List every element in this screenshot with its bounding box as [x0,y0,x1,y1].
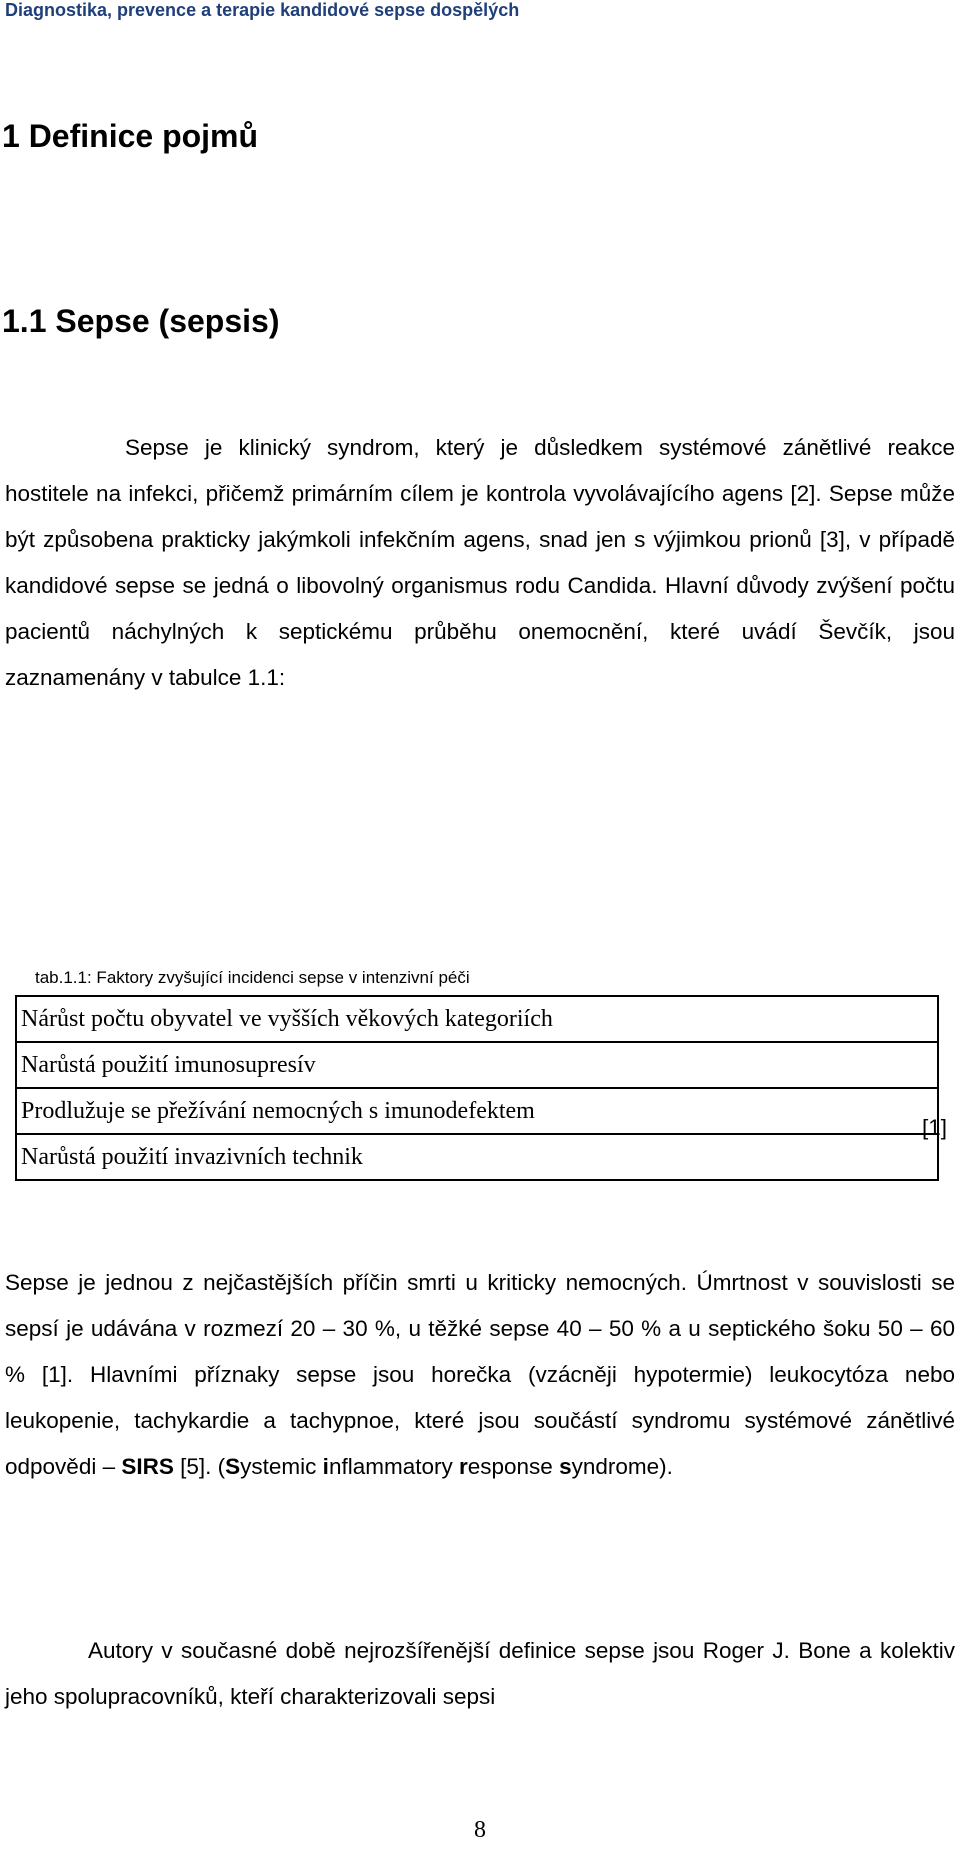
table-cell: Prodlužuje se přežívání nemocných s imunodefektem [16,1088,938,1134]
paragraph-definition-authors: Autory v současné době nejrozšířenější definice sepse jsou Roger J. Bone a kolektiv jeho spolupracovníků, kteří charakterizovali sepsi [5,1638,955,1709]
sirs-abbreviation: SIRS [121,1454,174,1479]
running-header: Diagnostika, prevence a terapie kandidové sepse dospělých [5,0,520,20]
table-cell: Nárůst počtu obyvatel ve vyšších věkových kategoriích [16,996,938,1042]
page-number: 8 [474,1817,486,1843]
acronym-word-response: esponse [467,1454,560,1479]
acronym-letter-s: S [225,1454,241,1479]
table-row [16,996,938,1042]
table-row [16,1134,938,1180]
section-heading: 1.1 Sepse (sepsis) [2,303,280,339]
table-row [16,1088,938,1134]
acronym-letter-i: i [322,1454,329,1479]
table-row [16,1042,938,1088]
acronym-letter-r: r [458,1454,468,1479]
table-citation: [1] [921,1115,947,1140]
factors-table [15,995,939,1181]
chapter-heading: 1 Definice pojmů [2,118,259,154]
acronym-letter-s2: s [559,1454,572,1479]
mortality-text: Sepse je jednou z nejčastějších příčin smrti u kriticky nemocných. Úmrtnost v souvislosti se sepsí je udávána v rozmezí 20 – 30 %, u těžké sepse 40 – 50 % a u septického šoku 50 – 60 % [1]. Hlavními příznaky sepse jsou horečka (vzácněji hypotermie) leukocytóza nebo leukopenie, tachykardie a tachypnoe, které jsou součástí syndromu systémové zánětlivé odpovědi – [5,1270,955,1479]
paragraph-mortality [5,1260,955,1490]
acronym-word-inflammatory: nflammatory [328,1454,459,1479]
sirs-reference: [5]. ( [173,1454,226,1479]
table-caption: tab.1.1: Faktory zvyšující incidenci sepse v intenzivní péči [35,968,470,987]
table-cell: Narůstá použití invazivních technik [16,1134,938,1180]
table-cell: Narůstá použití imunosupresív [16,1042,938,1088]
acronym-word-syndrome: yndrome). [571,1454,673,1479]
acronym-word-systemic: ystemic [240,1454,323,1479]
paragraph-sepsis-definition: Sepse je klinický syndrom, který je důsledkem systémové zánětlivé reakce hostitele na infekci, přičemž primárním cílem je kontrola vyvolávajícího agens [2]. Sepse může být způsobena prakticky jakýmkoli infekčním agens, snad jen s výjimkou prionů [3], v případě kandidové sepse se jedná o libovolný organismus rodu Candida. Hlavní důvody zvýšení počtu pacientů náchylných k septickému průběhu onemocnění, které uvádí Ševčík, jsou zaznamenány v tabulce 1.1: [5,435,955,690]
